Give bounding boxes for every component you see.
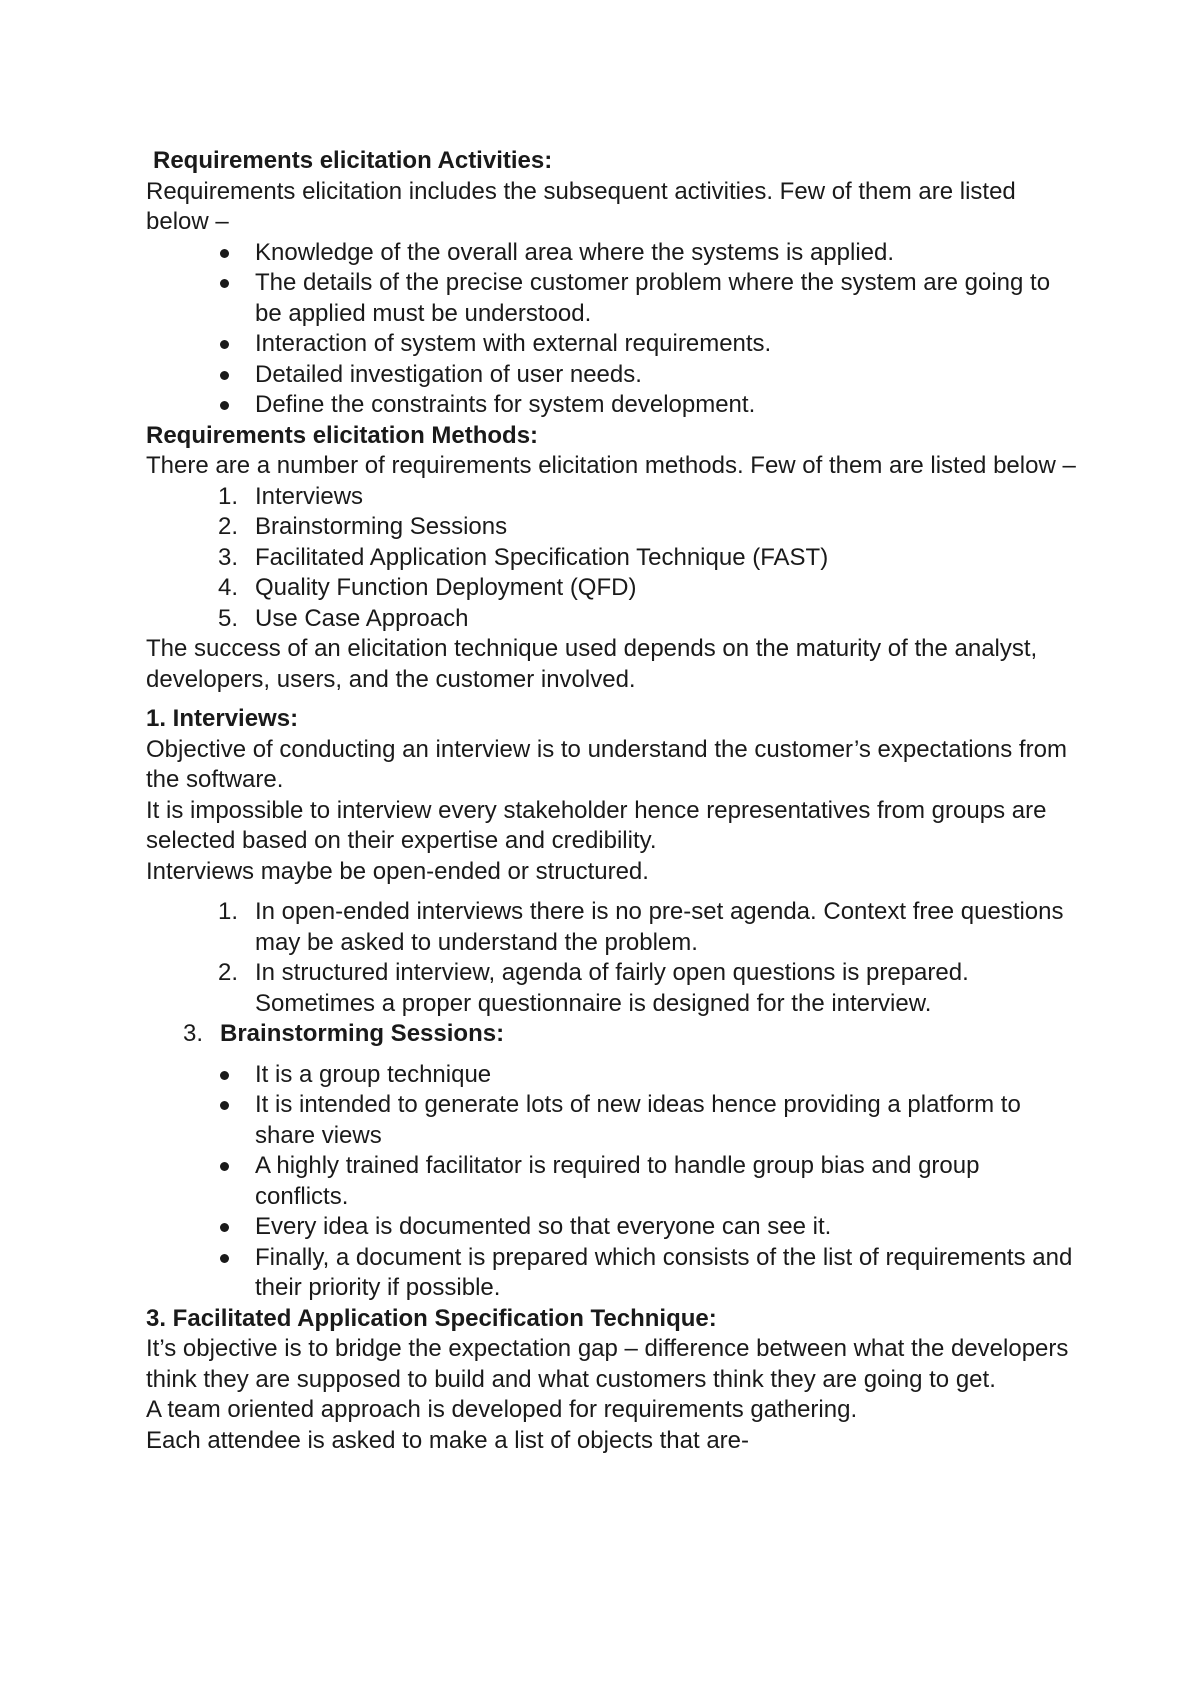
list-item: Detailed investigation of user needs. [220,360,1076,391]
list-item: It is intended to generate lots of new ideas hence providing a platform to share views [220,1090,1076,1151]
list-text: Facilitated Application Specification Technique (FAST) [255,543,829,571]
list-number: 1. [218,898,239,925]
list-item: Define the constraints for system development. [220,390,1076,421]
heading-elicitation-methods: Requirements elicitation Methods: [146,421,539,449]
list-item: It is a group technique [220,1060,1076,1091]
list-number: 3. [218,543,239,571]
interviews-paragraph: Interviews maybe be open-ended or structured. [146,857,649,885]
list-number: 5. [218,604,239,632]
interviews-paragraph: It is impossible to interview every stakeholder hence representatives from groups are selected based on their expertise and credibility. [146,796,1047,854]
document-page [146,146,1076,1456]
fast-paragraph: It’s objective is to bridge the expectation gap – difference between what the developers think they are supposed to build and what customers think they are going to get. [146,1335,1069,1393]
list-item [220,573,1076,604]
heading-fast: 3. Facilitated Application Specification Technique: [146,1304,717,1332]
fast-paragraph: A team oriented approach is developed for requirements gathering. [146,1396,858,1423]
brainstorming-list [220,1060,1076,1304]
heading-elicitation-activities: Requirements elicitation Activities: [153,147,553,174]
methods-intro: There are a number of requirements elicitation methods. Few of them are listed below – [146,452,1076,479]
list-item: Interaction of system with external requirements. [220,329,1076,360]
list-item [220,482,1076,513]
brainstorming-heading-list [185,1019,1076,1050]
list-text: Use Case Approach [255,604,469,632]
list-text: In open-ended interviews there is no pre-set agenda. Context free questions may be asked to understand the problem. [255,898,1064,956]
heading-interviews: 1. Interviews: [146,705,299,732]
list-number: 4. [218,574,239,601]
list-text: In structured interview, agenda of fairly open questions is prepared. Sometimes a proper questionnaire is designed for the interview. [255,959,969,1017]
list-item: The details of the precise customer problem where the system are going to be applied must be understood. [220,268,1076,329]
interviews-paragraph: Objective of conducting an interview is to understand the customer’s expectations from the software. [146,735,1067,793]
list-item [220,897,1076,958]
heading-text: Brainstorming Sessions: [220,1020,505,1047]
list-item [220,604,1076,635]
methods-list [220,482,1076,635]
list-text: Quality Function Deployment (QFD) [255,574,637,601]
list-text: Interviews [255,482,364,510]
activities-intro: Requirements elicitation includes the subsequent activities. Few of them are listed below – [146,177,1016,235]
interviews-list [220,897,1076,1019]
list-item [220,958,1076,1019]
heading-brainstorming [185,1019,1076,1050]
list-number: 2. [218,513,239,540]
fast-paragraph: Each attendee is asked to make a list of objects that are- [146,1426,749,1454]
list-number: 2. [218,959,239,986]
list-number: 1. [218,482,239,510]
list-text: Brainstorming Sessions [255,513,508,540]
list-item: Knowledge of the overall area where the systems is applied. [220,238,1076,269]
list-item: Finally, a document is prepared which consists of the list of requirements and their priority if possible. [220,1243,1076,1304]
list-item [220,512,1076,543]
list-item: Every idea is documented so that everyone can see it. [220,1212,1076,1243]
list-item: A highly trained facilitator is required to handle group bias and group conflicts. [220,1151,1076,1212]
list-item [220,543,1076,574]
methods-outro: The success of an elicitation technique used depends on the maturity of the analyst, developers, users, and the customer involved. [146,635,1038,693]
list-number: 3. [183,1020,204,1047]
activities-list [220,238,1076,421]
